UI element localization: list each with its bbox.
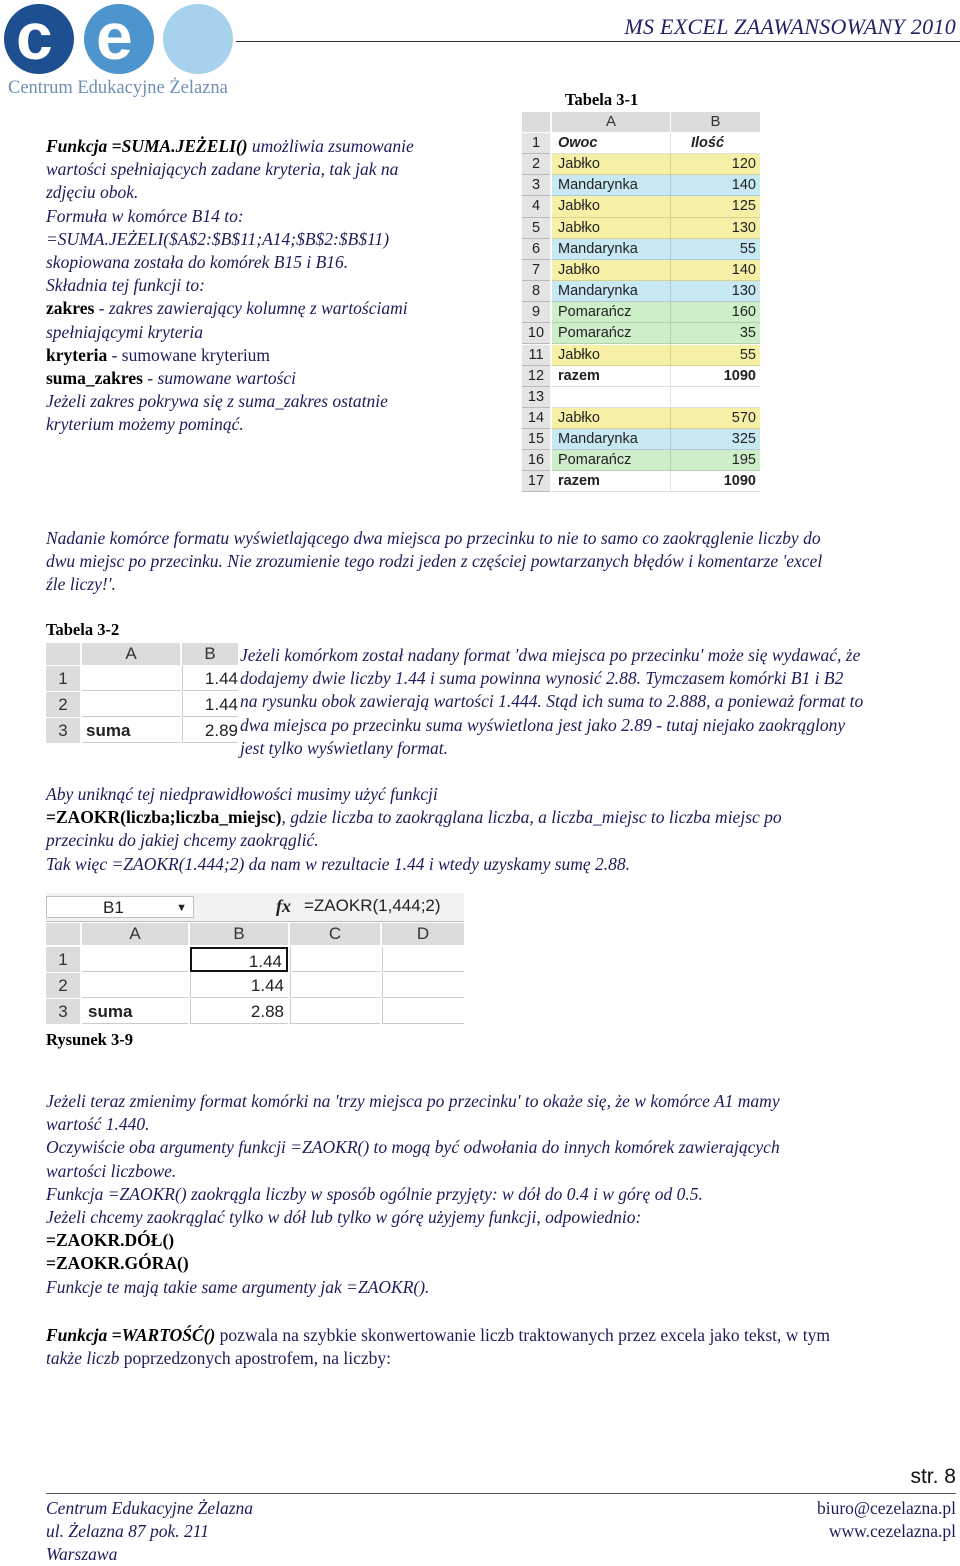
table31-row (522, 345, 760, 366)
intro-text: - sumowane wartości (142, 368, 297, 389)
wartosc-paragraph (46, 1324, 956, 1370)
table31-row (522, 133, 760, 154)
table31-caption: Tabela 3-1 (565, 90, 639, 109)
table32-row-number: 2 (46, 692, 80, 717)
table31-row-number: 7 (522, 260, 550, 281)
more-line (46, 1090, 946, 1113)
table31-row (522, 429, 760, 450)
table31-cell-b[interactable]: 140 (670, 260, 760, 281)
table31-cell-b[interactable]: 570 (670, 408, 760, 429)
figure39-spreadsheet (46, 893, 464, 1028)
table31-cell-b[interactable]: 1090 (670, 471, 760, 492)
figure39-cell-a[interactable] (82, 947, 188, 972)
intro-text: zakres (46, 298, 95, 319)
figure39-row-number: 2 (46, 973, 80, 998)
rounding-more-paragraph (46, 1090, 946, 1299)
figure39-cell-b[interactable]: 1.44 (190, 947, 288, 972)
intro-line (46, 181, 486, 204)
more-line (46, 1252, 946, 1275)
figure39-formula[interactable]: =ZAOKR(1,444;2) (304, 896, 441, 915)
table32-row-number: 1 (46, 666, 80, 691)
figure39-formula-bar (46, 893, 464, 922)
table31-row-number: 1 (522, 133, 550, 154)
table31-cell-a[interactable]: Mandarynka (552, 281, 670, 302)
zaokr-text: Tak więc =ZAOKR(1.444;2) da nam w rezultacie 1.44 i wtedy uzyskamy sumę 2.88. (46, 853, 631, 874)
intro-paragraph (46, 135, 486, 437)
table31-cell-b[interactable]: 160 (670, 302, 760, 323)
intro-line (46, 158, 486, 181)
logo-text: Centrum Edukacyjne Żelazna (8, 78, 228, 98)
table31-row (522, 239, 760, 260)
more-line (46, 1276, 946, 1299)
footer-email[interactable]: biuro@cezelazna.pl (816, 1498, 956, 1518)
table31-row-number: 17 (522, 471, 550, 492)
intro-text: wartości spełniających zadane kryteria, tak jak na (46, 159, 399, 180)
intro-text: Funkcja =SUMA.JEŻELI() (46, 136, 248, 156)
zaokr-line (46, 783, 946, 806)
intro-text: Formuła w komórce B14 to: (46, 205, 244, 226)
logo-circle-light (163, 4, 233, 74)
zaokr-line (46, 853, 946, 876)
table31-row (522, 175, 760, 196)
more-text: Funkcje te mają takie same argumenty jak =ZAOKR(). (46, 1276, 430, 1297)
table32-cell-a[interactable] (82, 666, 180, 691)
more-text: Jeżeli chcemy zaokrąglać tylko w dół lub tylko w górę użyjemy funkcji, odpowiednio: (46, 1207, 642, 1228)
table31-row-number: 15 (522, 429, 550, 450)
intro-line (46, 274, 486, 297)
table31-spreadsheet (522, 112, 760, 492)
rounding-line: źle liczy!'. (46, 574, 116, 595)
wartosc-text: także liczb (46, 1348, 120, 1369)
table31-cell-b[interactable]: 130 (670, 218, 760, 239)
table31-cell-a[interactable]: razem (552, 366, 670, 387)
table31-row-number: 10 (522, 323, 550, 344)
intro-line (46, 228, 486, 251)
zaokr-line (46, 806, 946, 829)
zaokr-text: , gdzie liczba to zaokrąglana liczba, a liczba_miejsc to liczba miejsc po (281, 807, 782, 828)
table32-cell-b[interactable]: 1.44 (182, 666, 238, 691)
table31-row-number: 5 (522, 218, 550, 239)
figure39-namebox-value: B1 (103, 898, 124, 917)
rounding-line: dwu miejsc po przecinku. Nie zrozumienie tego rodzi jeden z częściej powtarzanych błędów i komentarze 'excel (46, 551, 823, 572)
table31-cell-b[interactable]: 120 (670, 154, 760, 175)
table31-cell-b[interactable]: 140 (670, 175, 760, 196)
figure39-col-header[interactable]: B (190, 923, 288, 945)
intro-text: skopiowana została do komórek B15 i B16. (46, 252, 349, 273)
figure39-col-header[interactable]: C (290, 923, 380, 945)
figure39-cell-empty[interactable] (382, 947, 464, 972)
format-line: dodajemy dwie liczby 1.44 i suma powinna wynosić 2.88. Tymczasem komórki B1 i B2 (240, 668, 844, 689)
figure39-cell-a[interactable]: suma (82, 999, 188, 1024)
table31-col-a-header: A (552, 112, 670, 132)
format-line: dwa miejsca po przecinku suma wyświetlona jest jako 2.89 - tutaj niejako zaokrąglony (240, 714, 846, 735)
intro-text: - zakres zawierający kolumnę z wartościami (94, 298, 408, 319)
intro-text: spełniającymi kryteria (46, 321, 203, 342)
table31-cell-a[interactable]: Owoc (552, 133, 670, 154)
intro-line (46, 413, 486, 436)
page-number: str. 8 (910, 1465, 956, 1488)
footer-website[interactable]: www.cezelazna.pl (828, 1521, 956, 1541)
table32-corner (46, 643, 80, 665)
table31-cell-b[interactable]: 1090 (670, 366, 760, 387)
table32-caption: Tabela 3-2 (46, 620, 120, 639)
figure39-col-header[interactable]: A (82, 923, 188, 945)
table31-cell-a[interactable] (552, 387, 670, 408)
table32-col-b-header: B (182, 643, 238, 665)
table31-row-number: 16 (522, 450, 550, 471)
figure39-col-header[interactable]: D (382, 923, 464, 945)
table32-spreadsheet (46, 643, 238, 744)
table31-row (522, 302, 760, 323)
table31-row (522, 471, 760, 492)
figure39-namebox[interactable] (46, 896, 194, 918)
table31-row-number: 2 (522, 154, 550, 175)
table32-cell-b[interactable]: 1.44 (182, 692, 238, 717)
more-line (46, 1229, 946, 1252)
table31-cell-a[interactable]: Jabłko (552, 345, 670, 366)
table31-cell-b[interactable]: 125 (670, 196, 760, 217)
table31-corner (522, 112, 550, 132)
zaokr-text: Aby uniknąć tej niedprawidłowości musimy użyć funkcji (46, 784, 438, 804)
intro-text: kryteria (46, 344, 108, 365)
table31-cell-a[interactable]: Jabłko (552, 218, 670, 239)
intro-line (46, 390, 486, 413)
intro-line (46, 135, 486, 158)
table32-cell-a[interactable] (82, 692, 180, 717)
zaokr-paragraph (46, 783, 946, 876)
more-text: wartości liczbowe. (46, 1160, 177, 1181)
footer-divider (46, 1493, 956, 1494)
zaokr-text: przecinku do jakiej chcemy zaokrąglić. (46, 830, 319, 851)
dropdown-arrow-icon[interactable]: ▼ (176, 902, 187, 914)
intro-text: - sumowane kryterium (107, 344, 271, 365)
table31-row (522, 281, 760, 302)
table31-row (522, 450, 760, 471)
wartosc-text: poprzedzonych apostrofem, na liczby: (119, 1348, 392, 1369)
table31-row-number: 3 (522, 175, 550, 196)
intro-text: suma_zakres (46, 368, 143, 389)
table31-row-number: 8 (522, 281, 550, 302)
table31-cell-a[interactable]: Mandarynka (552, 429, 670, 450)
intro-text: zdjęciu obok. (46, 182, 139, 203)
intro-text: kryterium możemy pominąć. (46, 414, 244, 435)
table31-row (522, 323, 760, 344)
footer-city: Warszawa (46, 1544, 118, 1564)
more-text: =ZAOKR.DÓŁ() (46, 1230, 175, 1251)
table31-row (522, 366, 760, 387)
figure39-cell-a[interactable] (82, 973, 188, 998)
more-text: wartość 1.440. (46, 1114, 150, 1135)
intro-line (46, 297, 486, 320)
more-line (46, 1160, 946, 1183)
table32-cell-a[interactable]: suma (82, 718, 180, 743)
table31-cell-a[interactable]: Mandarynka (552, 239, 670, 260)
table31-cell-a[interactable]: Jabłko (552, 154, 670, 175)
footer-address: ul. Żelazna 87 pok. 211 (46, 1521, 210, 1541)
figure39-row-number: 3 (46, 999, 80, 1024)
intro-text: umożliwia zsumowanie (247, 136, 414, 156)
wartosc-text: pozwala na szybkie skonwertowanie liczb traktowanych przez excela jako tekst, w tym (215, 1325, 830, 1345)
table31-cell-a[interactable]: razem (552, 471, 670, 492)
table31-row-number: 9 (522, 302, 550, 323)
figure39-cell-empty[interactable] (290, 999, 380, 1024)
format-line: na rysunku obok zawierają wartości 1.444. Stąd ich suma to 2.888, a ponieważ format to (240, 691, 864, 712)
table32-col-a-header: A (82, 643, 180, 665)
zaokr-text: =ZAOKR(liczba;liczba_miejsc) (46, 807, 282, 828)
format-line: Jeżeli komórkom został nadany format 'dwa miejsca po przecinku' może się wydawać, że (240, 645, 861, 665)
table31-row-number: 13 (522, 387, 550, 408)
format-line: jest tylko wyświetlany format. (240, 737, 449, 758)
table31-cell-a[interactable]: Mandarynka (552, 175, 670, 196)
intro-line (46, 344, 486, 367)
table31-row (522, 408, 760, 429)
figure39-caption: Rysunek 3-9 (46, 1030, 133, 1049)
table31-cell-b[interactable]: 325 (670, 429, 760, 450)
more-text: Funkcja =ZAOKR() zaokrągla liczby w sposób ogólnie przyjęty: w dół do 0.4 i w górę od 0.5. (46, 1183, 703, 1204)
table31-row (522, 387, 760, 408)
table31-row-number: 11 (522, 345, 550, 366)
more-line (46, 1206, 946, 1229)
document-title: MS EXCEL ZAAWANSOWANY 2010 (624, 14, 956, 39)
table31-col-b-header: B (671, 112, 760, 132)
table31-cell-b[interactable]: 55 (670, 345, 760, 366)
intro-line (46, 321, 486, 344)
more-line (46, 1136, 946, 1159)
table31-cell-b[interactable]: 130 (670, 281, 760, 302)
table31-cell-a[interactable]: Pomarańcz (552, 323, 670, 344)
table31-row-number: 14 (522, 408, 550, 429)
table31-row-number: 6 (522, 239, 550, 260)
logo (0, 0, 240, 104)
intro-line (46, 251, 486, 274)
table31-cell-b[interactable]: 55 (670, 239, 760, 260)
zaokr-line (46, 829, 946, 852)
figure39-cell-empty[interactable] (290, 973, 380, 998)
rounding-line: Nadanie komórce formatu wyświetlającego dwa miejsca po przecinku to nie to samo co zaokrąglenie liczby do (46, 528, 821, 548)
format-paragraph (240, 644, 956, 760)
figure39-cell-empty[interactable] (382, 973, 464, 998)
more-text: Jeżeli teraz zmienimy format komórki na 'trzy miejsca po przecinku' to okaże się, że w komórce A1 mamy (46, 1091, 780, 1111)
table31-row-number: 12 (522, 366, 550, 387)
wartosc-text: Funkcja =WARTOŚĆ() (46, 1325, 216, 1345)
figure39-row-number: 1 (46, 947, 80, 972)
table32-cell-b[interactable]: 2.89 (182, 718, 238, 743)
table31-cell-b[interactable] (670, 387, 760, 408)
table31-cell-a[interactable]: Pomarańcz (552, 302, 670, 323)
table31-row (522, 260, 760, 281)
header-divider (236, 41, 960, 42)
logo-letter-e: e (96, 0, 133, 73)
table31-cell-b[interactable]: 35 (670, 323, 760, 344)
footer-org: Centrum Edukacyjne Żelazna (46, 1498, 254, 1518)
table31-cell-a[interactable]: Jabłko (552, 408, 670, 429)
table32-row-number: 3 (46, 718, 80, 743)
figure39-cell-empty[interactable] (382, 999, 464, 1024)
table31-row (522, 196, 760, 217)
intro-line (46, 205, 486, 228)
table31-cell-a[interactable]: Pomarańcz (552, 450, 670, 471)
more-text: Oczywiście oba argumenty funkcji =ZAOKR() to mogą być odwołania do innych komórek zawierających (46, 1137, 780, 1158)
logo-letter-c: c (16, 0, 53, 73)
more-line (46, 1113, 946, 1136)
rounding-paragraph (46, 527, 946, 597)
more-text: =ZAOKR.GÓRA() (46, 1253, 189, 1274)
wartosc-line (46, 1347, 956, 1370)
table31-cell-a[interactable]: Jabłko (552, 196, 670, 217)
intro-line (46, 367, 486, 390)
more-line (46, 1183, 946, 1206)
table31-row (522, 218, 760, 239)
figure39-corner (46, 923, 80, 945)
table31-cell-b[interactable]: 195 (670, 450, 760, 471)
intro-text: Składnia tej funkcji to: (46, 275, 205, 296)
table31-row (522, 154, 760, 175)
table31-row-number: 4 (522, 196, 550, 217)
figure39-grid (46, 923, 464, 1028)
wartosc-line (46, 1324, 956, 1347)
figure39-cell-empty[interactable] (290, 947, 380, 972)
intro-text: Jeżeli zakres pokrywa się z suma_zakres ostatnie (46, 391, 388, 412)
figure39-cell-b[interactable]: 1.44 (190, 973, 288, 998)
fx-icon: fx (276, 896, 291, 916)
intro-text: =SUMA.JEŻELI($A$2:$B$11;A14;$B$2:$B$11) (46, 228, 390, 249)
figure39-cell-b[interactable]: 2.88 (190, 999, 288, 1024)
table31-cell-a[interactable]: Jabłko (552, 260, 670, 281)
table31-cell-b[interactable]: Ilość (670, 133, 760, 154)
